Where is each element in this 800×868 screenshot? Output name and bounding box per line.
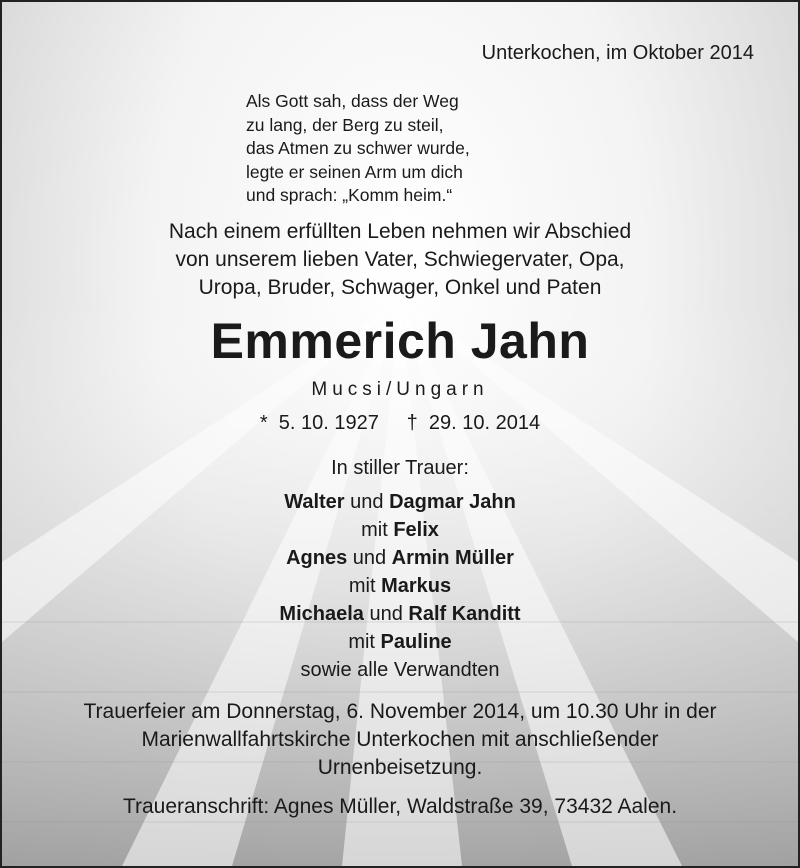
deceased-origin: Mucsi/Ungarn bbox=[311, 379, 489, 400]
place-date: Unterkochen, im Oktober 2014 bbox=[481, 42, 754, 64]
intro-line: Uropa, Bruder, Schwager, Onkel und Paten bbox=[198, 276, 602, 299]
mourning-address: Traueranschrift: Agnes Müller, Waldstraße 39, 73432 Aalen. bbox=[122, 795, 678, 818]
poem-line: Als Gott sah, dass der Weg bbox=[246, 91, 459, 111]
deceased-name: Emmerich Jahn bbox=[210, 313, 590, 369]
mourners-list bbox=[2, 488, 798, 684]
intro-text bbox=[2, 218, 798, 302]
mourner-line: mit Felix bbox=[361, 519, 439, 541]
service-line: Urnenbeisetzung. bbox=[317, 756, 483, 779]
poem-line: legte er seinen Arm um dich bbox=[246, 161, 463, 182]
poem bbox=[246, 90, 470, 208]
service-line: Trauerfeier am Donnerstag, 6. November 2014, um 10.30 Uhr in der bbox=[83, 700, 717, 723]
intro-line: von unserem lieben Vater, Schwiegervater, Opa, bbox=[175, 248, 625, 271]
service-info bbox=[2, 698, 798, 782]
intro-line: Nach einem erfüllten Leben nehmen wir Abschied bbox=[168, 220, 632, 243]
service-line: Marienwallfahrtskirche Unterkochen mit anschließender bbox=[141, 728, 659, 751]
mourner-line: Agnes und Armin Müller bbox=[286, 547, 514, 569]
life-dates: * 5. 10. 1927 † 29. 10. 2014 bbox=[259, 412, 541, 434]
mourner-line: mit Markus bbox=[348, 575, 452, 597]
mourners-closing: sowie alle Verwandten bbox=[300, 659, 500, 681]
poem-line: zu lang, der Berg zu steil, bbox=[246, 114, 444, 135]
mourner-line: Michaela und Ralf Kanditt bbox=[279, 603, 521, 625]
mourner-line: mit Pauline bbox=[348, 631, 452, 653]
mourner-line: Walter und Dagmar Jahn bbox=[284, 491, 516, 513]
poem-line: und sprach: „Komm heim.“ bbox=[246, 185, 453, 205]
mourners-label: In stiller Trauer: bbox=[331, 457, 469, 479]
poem-line: das Atmen zu schwer wurde, bbox=[246, 138, 470, 158]
